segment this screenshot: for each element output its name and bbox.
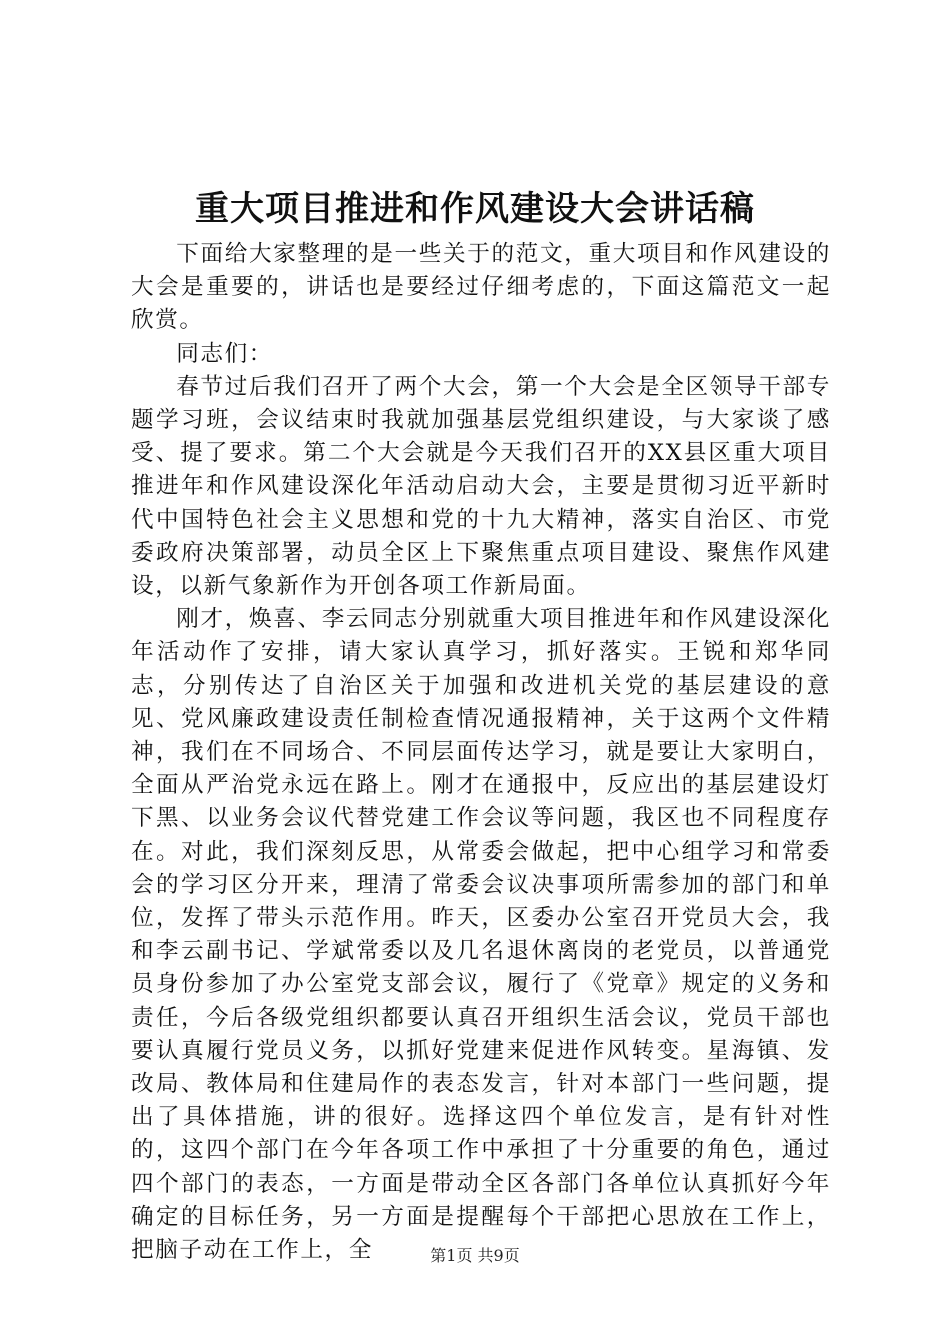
salutation-paragraph: 同志们： bbox=[176, 340, 273, 367]
intro-paragraph: 下面给大家整理的是一些关于的范文，重大项目和作风建设的大会是重要的，讲话也是要经过仔细考虑的，下面这篇范文一起欣赏。 bbox=[131, 241, 831, 334]
document-title: 重大项目推进和作风建设大会讲话稿 bbox=[195, 189, 755, 229]
body-paragraph-1: 春节过后我们召开了两个大会，第一个大会是全区领导干部专题学习班，会议结束时我就加强基层党组织建设，与大家谈了感受、提了要求。第二个大会就是今天我们召开的XX县区重大项目推进年和作风建设深化年活动启动大会，主要是贯彻习近平新时代中国特色社会主义思想和党的十九大精神，落实自治区、市党委政府决策部署，动员全区上下聚焦重点项目建设、聚焦作风建设，以新气象新作为开创各项工作新局面。 bbox=[131, 373, 831, 600]
document-body bbox=[131, 238, 831, 1267]
page-number-footer: 第1页 共9页 bbox=[430, 1246, 520, 1265]
body-paragraph-2: 刚才，焕喜、李云同志分别就重大项目推进年和作风建设深化年活动作了安排，请大家认真学习，抓好落实。王锐和郑华同志，分别传达了自治区关于加强和改进机关党的基层建设的意见、党风廉政建设责任制检查情况通报精神，关于这两个文件精神，我们在不同场合、不同层面传达学习，就是要让大家明白，全面从严治党永远在路上。刚才在通报中，反应出的基层建设灯下黑、以业务会议代替党建工作会议等问题，我区也不同程度存在。对此，我们深刻反思，从常委会做起，把中心组学习和常委会的学习区分开来，理清了常委会议决事项所需参加的部门和单位，发挥了带头示范作用。昨天，区委办公室召开党员大会，我和李云副书记、学斌常委以及几名退休离岗的老党员，以普通党员身份参加了办公室党支部会议，履行了《党章》规定的义务和责任，今后各级党组织都要认真召开组织生活会议，党员干部也要认真履行党员义务，以抓好党建来促进作风转变。星海镇、发改局、教体局和住建局作的表态发言，针对本部门一些问题，提出了具体措施，讲的很好。选择这四个单位发言，是有针对性的，这四个部门在今年各项工作中承担了十分重要的角色，通过四个部门的表态，一方面是带动全区各部门各单位认真抓好今年确定的目标任务，另一方面是提醒每个干部把心思放在工作上，把脑子动在工作上，全 bbox=[131, 606, 831, 1264]
